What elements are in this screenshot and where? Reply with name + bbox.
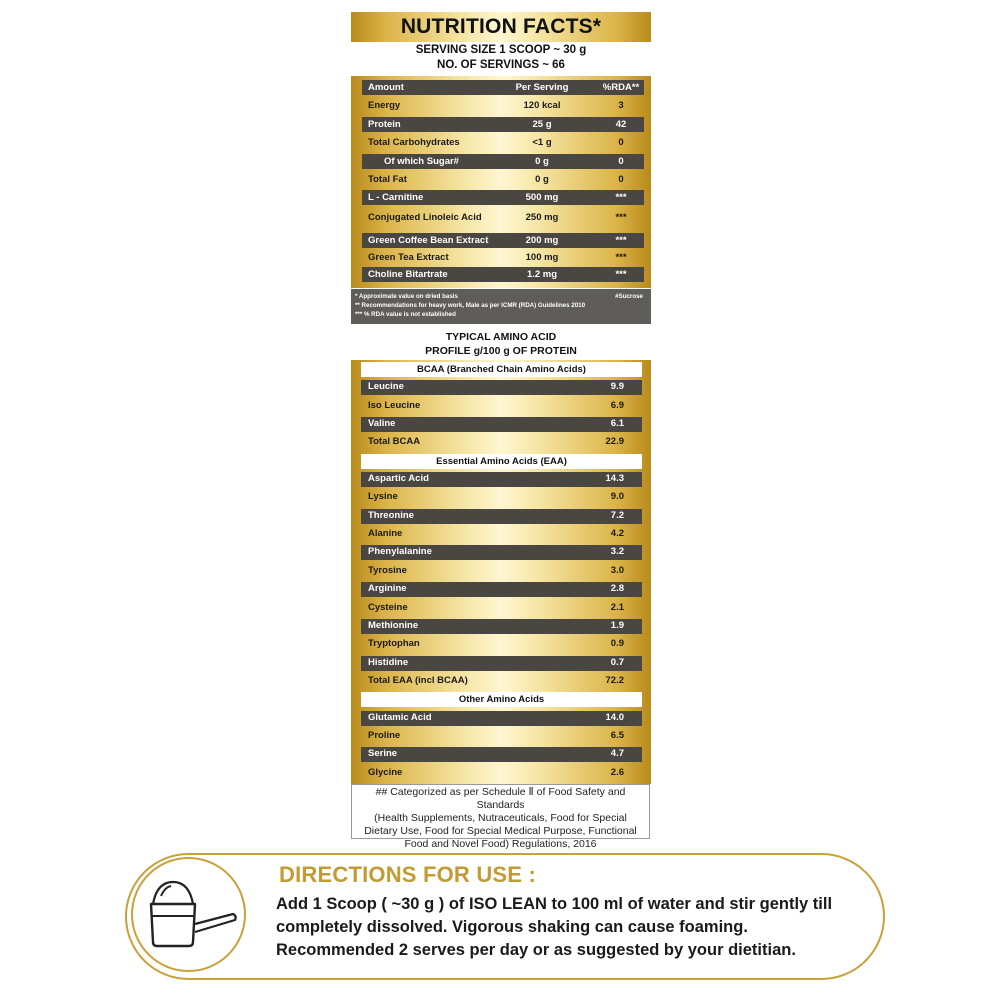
nutrient-name: Of which Sugar#: [384, 156, 459, 167]
amino-row: [361, 545, 642, 560]
amino-value: 6.5: [610, 730, 624, 741]
amino-row: [361, 564, 642, 579]
eaa-section-title: Essential Amino Acids (EAA): [361, 454, 642, 469]
amino-name: Aspartic Acid: [368, 473, 429, 484]
header-rda: %RDA**: [602, 82, 640, 93]
nutrient-rda: ***: [615, 269, 627, 280]
amino-value: 9.9: [610, 381, 624, 392]
amino-name: Arginine: [368, 583, 407, 594]
nutrition-row: [362, 233, 644, 248]
nutrient-rda: 0: [618, 137, 624, 148]
scoop-icon: [143, 880, 239, 950]
nutrition-row: [362, 190, 644, 205]
amino-name: Alanine: [368, 528, 403, 539]
servings-count: NO. OF SERVINGS ~ 66: [437, 59, 565, 71]
nutrient-rda: ***: [615, 192, 627, 203]
footnote-1: * Approximate value on dried basis: [355, 293, 458, 300]
amino-subheading: PROFILE g/100 g OF PROTEIN: [425, 345, 577, 357]
amino-value: 22.9: [605, 436, 624, 447]
amino-value: 3.0: [610, 565, 624, 576]
amino-name: Glutamic Acid: [368, 712, 432, 723]
nutrition-row: [362, 210, 644, 225]
serving-size: SERVING SIZE 1 SCOOP ~ 30 g: [415, 44, 587, 56]
amino-value: 3.2: [610, 546, 624, 557]
directions-line-1: Add 1 Scoop ( ~30 g ) of ISO LEAN to 100 ml of water and stir gently till: [276, 895, 833, 913]
amino-row: [361, 527, 642, 542]
amino-row: [361, 729, 642, 744]
amino-row: [361, 472, 642, 487]
bcaa-section-title: BCAA (Branched Chain Amino Acids): [361, 362, 642, 377]
amino-value: 0.7: [610, 657, 624, 668]
regulation-line-4: Food and Novel Food) Regulations, 2016: [404, 838, 597, 850]
amino-value: 9.0: [610, 491, 624, 502]
other-section-title: Other Amino Acids: [361, 692, 642, 707]
amino-value: 2.8: [610, 583, 624, 594]
nutrition-row: [362, 117, 644, 132]
nutrient-per-serving: <1 g: [532, 137, 552, 148]
regulation-line-2: (Health Supplements, Nutraceuticals, Food for Special: [374, 812, 627, 824]
nutrient-name: Green Tea Extract: [368, 252, 449, 263]
amino-name: Proline: [368, 730, 401, 741]
directions-line-2: completely dissolved. Vigorous shaking can cause foaming.: [276, 918, 748, 936]
nutrient-name: Choline Bitartrate: [368, 269, 448, 280]
amino-row: [361, 601, 642, 616]
nutrient-per-serving: 200 mg: [525, 235, 559, 246]
amino-name: Glycine: [368, 767, 403, 778]
footnote-3: *** % RDA value is not established: [355, 311, 456, 318]
directions-title: DIRECTIONS FOR USE :: [279, 862, 537, 887]
amino-value: 14.3: [605, 473, 624, 484]
amino-row: [361, 435, 642, 450]
regulation-line-1: ## Categorized as per Schedule Ⅱ of Food Safety and Standards: [375, 786, 626, 811]
amino-row: [361, 637, 642, 652]
nutrient-rda: ***: [615, 212, 627, 223]
amino-value: 1.9: [610, 620, 624, 631]
amino-row: [361, 619, 642, 634]
nutrition-table: [351, 76, 651, 288]
nutrition-row: [362, 135, 644, 150]
amino-name: Total BCAA: [368, 436, 421, 447]
nutrient-per-serving: 500 mg: [525, 192, 559, 203]
nutrient-name: Total Fat: [368, 174, 407, 185]
amino-row: [361, 380, 642, 395]
header-amount: Amount: [368, 82, 404, 93]
amino-value: 4.7: [610, 748, 624, 759]
amino-name: Tyrosine: [368, 565, 407, 576]
amino-name: Lysine: [368, 491, 398, 502]
amino-heading: TYPICAL AMINO ACID: [445, 331, 557, 343]
header-per-serving: Per Serving: [515, 82, 569, 93]
nutrition-facts-title: [351, 12, 651, 42]
nutrient-name: Green Coffee Bean Extract: [368, 235, 489, 246]
directions-line-3: Recommended 2 serves per day or as suggested by your dietitian.: [276, 941, 796, 959]
amino-value: 72.2: [605, 675, 624, 686]
nutrition-row: [362, 98, 644, 113]
amino-value: 6.9: [610, 400, 624, 411]
footnote-sucrose: #Sucrose: [615, 293, 643, 300]
amino-value: 2.6: [610, 767, 624, 778]
nutrient-per-serving: 100 mg: [525, 252, 559, 263]
nutrient-name: Total Carbohydrates: [368, 137, 460, 148]
amino-row: [361, 674, 642, 689]
amino-name: Threonine: [368, 510, 414, 521]
nutrient-per-serving: 120 kcal: [523, 100, 561, 111]
nutrition-header-row: [362, 80, 644, 95]
amino-row: [361, 582, 642, 597]
nutrient-per-serving: 25 g: [532, 119, 552, 130]
amino-name: Valine: [368, 418, 396, 429]
amino-value: 7.2: [610, 510, 624, 521]
nutrition-row: [362, 267, 644, 282]
amino-name: Cysteine: [368, 602, 408, 613]
amino-value: 14.0: [605, 712, 624, 723]
regulation-line-3: Dietary Use, Food for Special Medical Purpose, Functional: [364, 825, 637, 837]
amino-name: Tryptophan: [368, 638, 420, 649]
nutrient-per-serving: 0 g: [535, 174, 549, 185]
regulation-note: [351, 784, 650, 850]
nutrient-name: Conjugated Linoleic Acid: [368, 212, 482, 223]
amino-row: [361, 490, 642, 505]
nutrition-row: [362, 172, 644, 187]
amino-row: [361, 399, 642, 414]
nutrient-rda: 3: [618, 100, 624, 111]
amino-acid-table: [351, 360, 651, 784]
nutrient-rda: ***: [615, 252, 627, 263]
nutrient-name: L - Carnitine: [368, 192, 424, 203]
nutrient-per-serving: 0 g: [535, 156, 549, 167]
amino-value: 0.9: [610, 638, 624, 649]
amino-name: Phenylalanine: [368, 546, 432, 557]
amino-value: 4.2: [610, 528, 624, 539]
amino-name: Total EAA (incl BCAA): [368, 675, 468, 686]
nutrient-rda: 0: [618, 156, 624, 167]
amino-row: [361, 766, 642, 781]
amino-row: [361, 417, 642, 432]
amino-row: [361, 711, 642, 726]
nutrient-per-serving: 1.2 mg: [526, 269, 558, 280]
amino-row: [361, 509, 642, 524]
title-text: NUTRITION FACTS*: [400, 15, 602, 38]
amino-row: [361, 747, 642, 762]
amino-name: Histidine: [368, 657, 409, 668]
footnote-2: ** Recommendations for heavy work, Male as per ICMR (RDA) Guidelines 2010: [355, 302, 586, 309]
nutrient-per-serving: 250 mg: [525, 212, 559, 223]
nutrient-rda: 42: [615, 119, 627, 130]
amino-value: 2.1: [610, 602, 624, 613]
amino-name: Iso Leucine: [368, 400, 421, 411]
nutrition-row: [362, 250, 644, 265]
nutrient-rda: ***: [615, 235, 627, 246]
amino-name: Leucine: [368, 381, 404, 392]
amino-name: Serine: [368, 748, 398, 759]
footnotes: [351, 289, 651, 324]
amino-row: [361, 656, 642, 671]
amino-name: Methionine: [368, 620, 419, 631]
nutrient-name: Energy: [368, 100, 401, 111]
nutrition-row: [362, 154, 644, 169]
nutrient-rda: 0: [618, 174, 624, 185]
nutrient-name: Protein: [368, 119, 401, 130]
amino-value: 6.1: [610, 418, 624, 429]
